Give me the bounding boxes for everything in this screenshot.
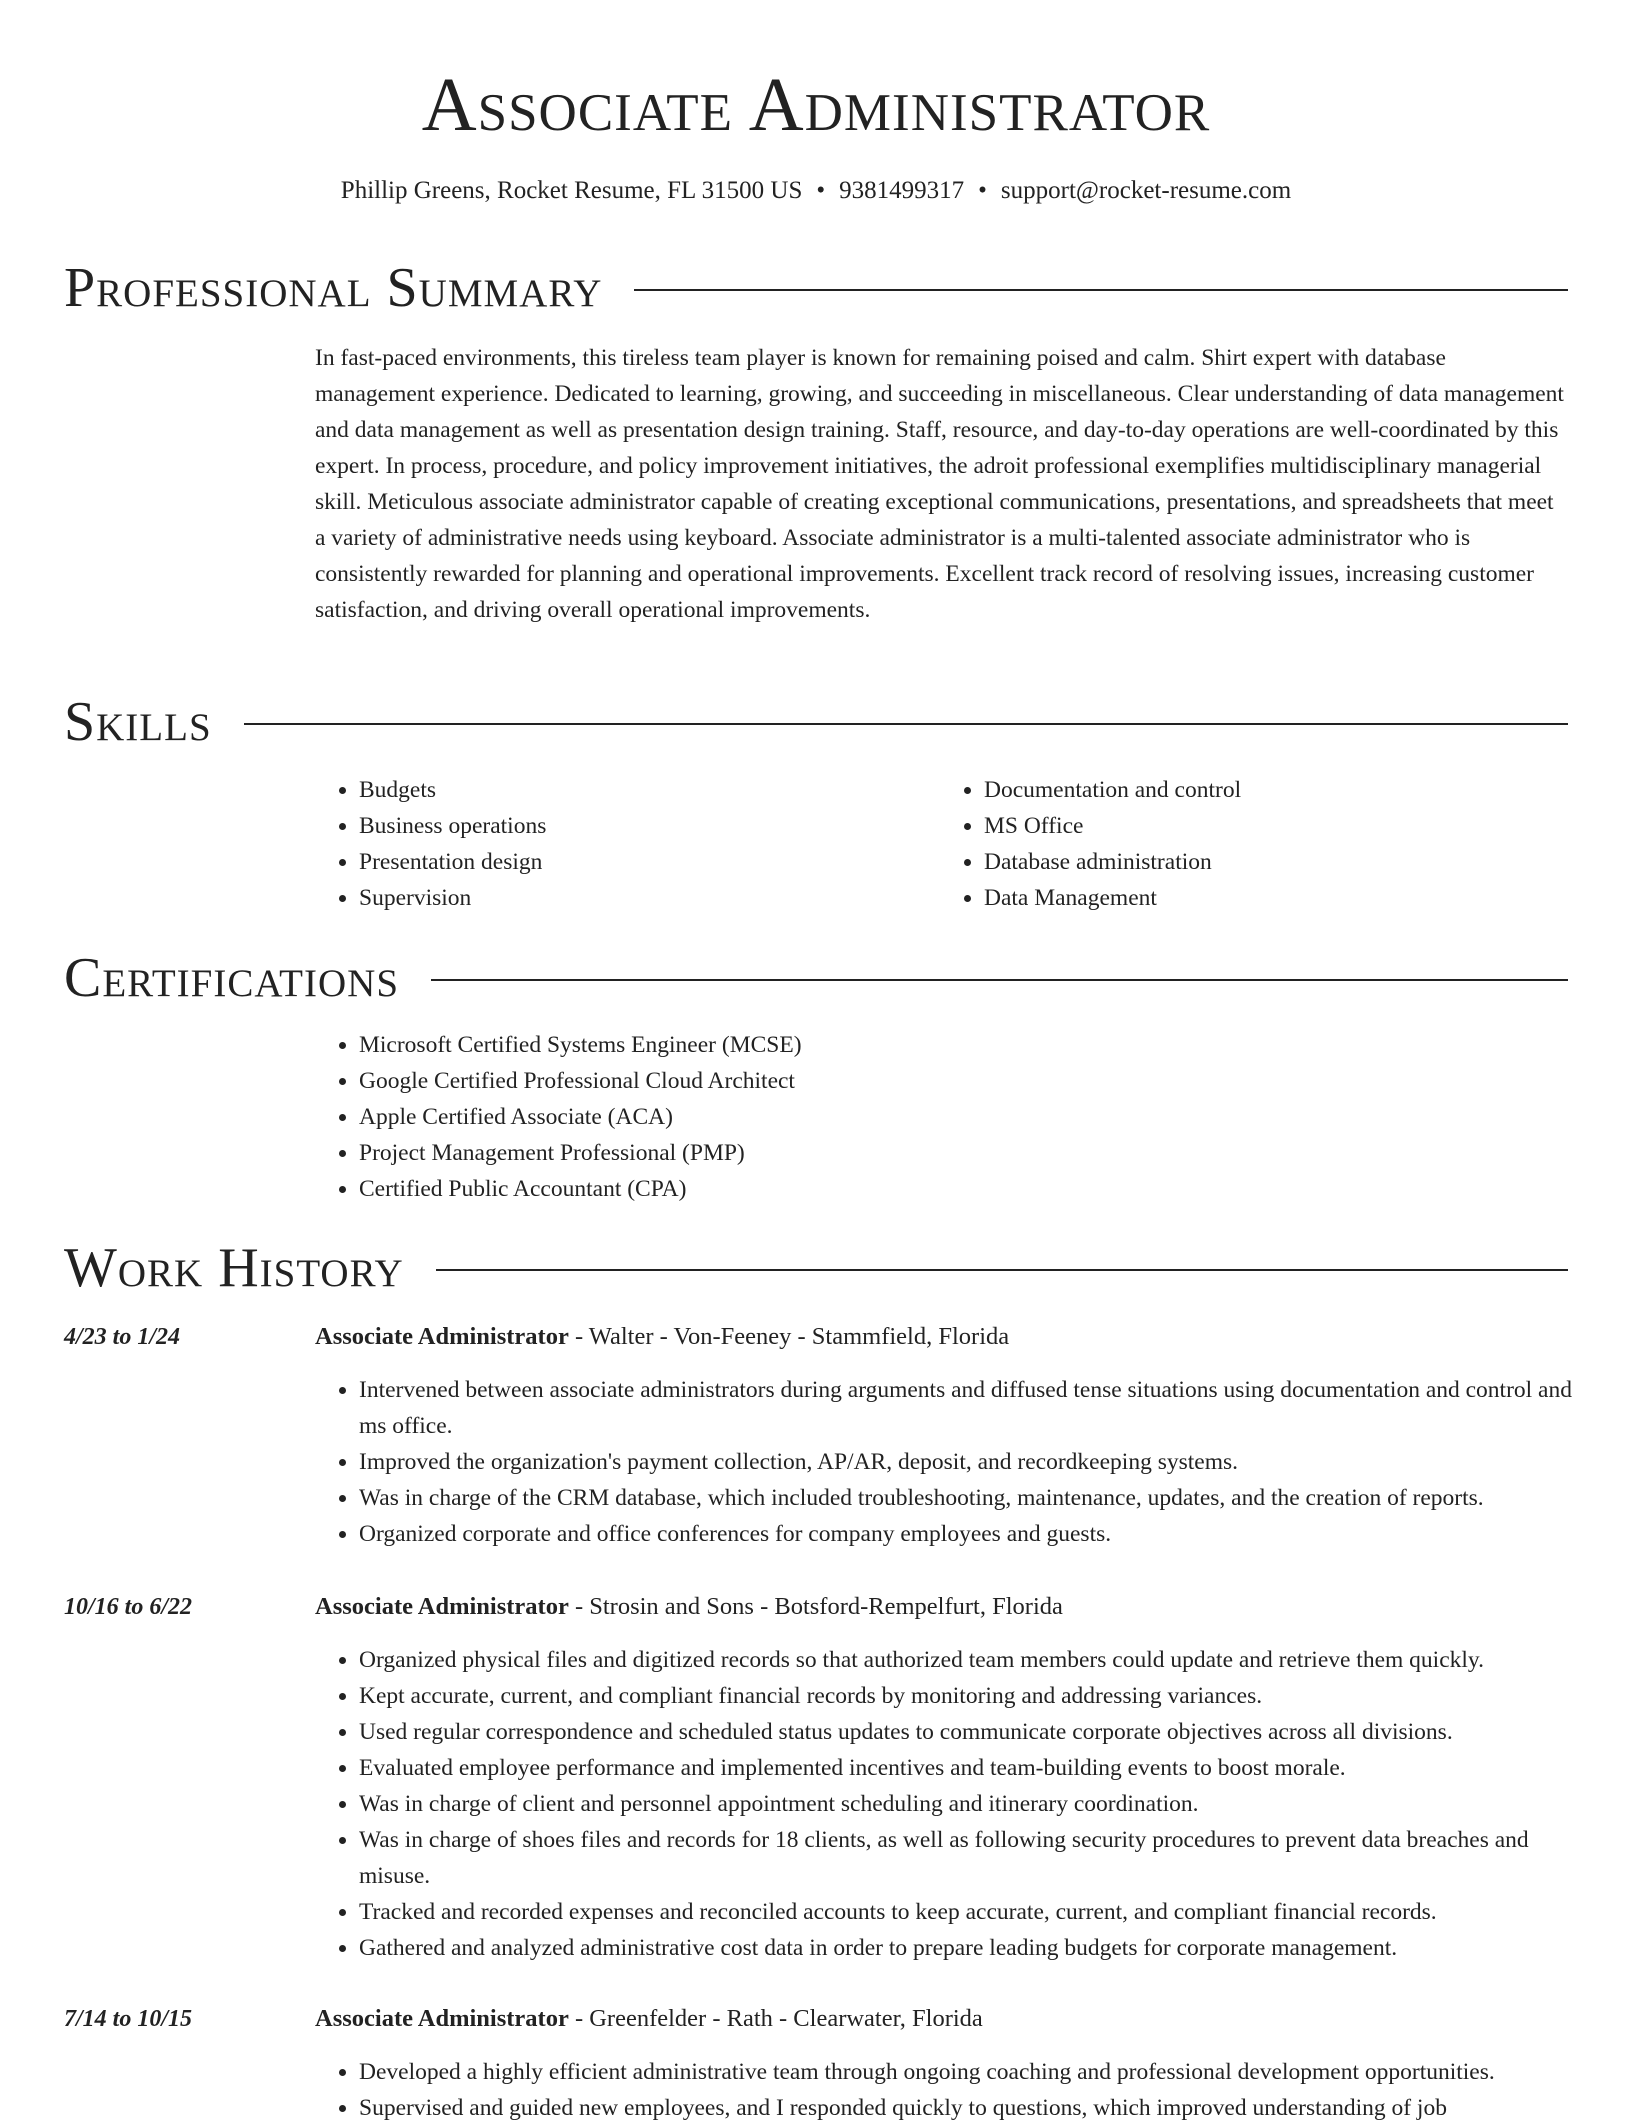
contact-separator: •	[978, 177, 987, 204]
job-bullet: • Intervened between associate administrators during arguments and diffused tense situations using documentation and control and ms office.	[359, 1372, 1589, 1444]
skill-item: • Business operations	[359, 808, 940, 844]
skills-section-header	[64, 690, 1568, 754]
skill-item: • Supervision	[359, 880, 940, 916]
job-bullet: • Used regular correspondence and scheduled status updates to communicate corporate objectives across all divisions.	[359, 1714, 1589, 1750]
job-bullet: • Was in charge of the CRM database, which included troubleshooting, maintenance, updates, and the creation of reports.	[359, 1480, 1589, 1516]
job-bullet: • Gathered and analyzed administrative cost data in order to prepare leading budgets for corporate management.	[359, 1930, 1589, 1966]
job-company: - Greenfelder - Rath - Clearwater, Florida	[568, 2005, 983, 2032]
skills-column-left	[315, 772, 940, 916]
job-company: - Walter - Von-Feeney - Stammfield, Florida	[568, 1323, 1010, 1350]
skill-item: • Database administration	[984, 844, 1565, 880]
job-bullet: • Developed a highly efficient administrative team through ongoing coaching and professional development opportunities.	[359, 2054, 1589, 2090]
job-bullet: • Evaluated employee performance and implemented incentives and team-building events to boost morale.	[359, 1750, 1589, 1786]
job-headline	[315, 1319, 1568, 1355]
skills-list	[315, 772, 1565, 916]
work-history-section-header	[64, 1236, 1568, 1300]
section-divider	[436, 1269, 1568, 1271]
job-bullets	[315, 2054, 1589, 2126]
skill-item: • Presentation design	[359, 844, 940, 880]
job-role: Associate Administrator	[315, 2005, 569, 2032]
certifications-list	[315, 1027, 1565, 1207]
summary-heading: Professional Summary	[64, 257, 603, 319]
skills-heading: Skills	[64, 691, 212, 753]
skills-column-right	[940, 772, 1565, 916]
job-bullet: • Was in charge of client and personnel appointment scheduling and itinerary coordination.	[359, 1786, 1589, 1822]
job-company: - Strosin and Sons - Botsford-Rempelfurt, Florida	[568, 1593, 1063, 1620]
skill-item: • Documentation and control	[984, 772, 1565, 808]
certification-item: • Certified Public Accountant (CPA)	[359, 1171, 1565, 1207]
work-history-heading: Work History	[64, 1237, 404, 1299]
certification-item: • Google Certified Professional Cloud Architect	[359, 1063, 1565, 1099]
job-role: Associate Administrator	[315, 1593, 569, 1620]
certification-item: • Microsoft Certified Systems Engineer (MCSE)	[359, 1027, 1565, 1063]
job-headline	[315, 1589, 1568, 1625]
contact-phone: 9381499317	[839, 177, 965, 204]
certification-item: • Apple Certified Associate (ACA)	[359, 1099, 1565, 1135]
job-bullet: • Organized corporate and office conferences for company employees and guests.	[359, 1516, 1589, 1552]
job-bullet: • Tracked and recorded expenses and reconciled accounts to keep accurate, current, and compliant financial records.	[359, 1894, 1589, 1930]
skill-item: • Budgets	[359, 772, 940, 808]
job-headline	[315, 2001, 1568, 2037]
job-dates: 4/23 to 1/24	[64, 1324, 181, 1350]
contact-separator: •	[816, 177, 826, 204]
job-dates: 10/16 to 6/22	[64, 1594, 193, 1620]
job-bullet: • Was in charge of shoes files and records for 18 clients, as well as following security procedures to prevent data breaches and misuse.	[359, 1822, 1589, 1894]
section-divider	[431, 979, 1568, 981]
job-bullets	[315, 1642, 1589, 1966]
job-role: Associate Administrator	[315, 1323, 569, 1350]
section-divider	[244, 723, 1568, 725]
job-bullet: • Improved the organization's payment collection, AP/AR, deposit, and recordkeeping systems.	[359, 1444, 1589, 1480]
job-dates: 7/14 to 10/15	[64, 2006, 193, 2032]
job-bullet: • Kept accurate, current, and compliant financial records by monitoring and addressing variances.	[359, 1678, 1589, 1714]
contact-email: support@rocket-resume.com	[1000, 177, 1292, 204]
job-bullet: • Organized physical files and digitized records so that authorized team members could update and retrieve them quickly.	[359, 1642, 1589, 1678]
resume-title: Associate Administrator	[421, 63, 1211, 147]
certification-item: • Project Management Professional (PMP)	[359, 1135, 1565, 1171]
summary-text: In fast-paced environments, this tireless team player is known for remaining poised and calm. Shirt expert with database management experience. Dedicated to learning, growing, and succeeding in miscellaneous. Clear understanding of data management and data management as well as presentation design training. Staff, resource, and day-to-day operations are well-coordinated by this expert. In process, procedure, and policy improvement initiatives, the adroit professional exemplifies multidisciplinary managerial skill. Meticulous associate administrator capable of creating exceptional communications, presentations, and spreadsheets that meet a variety of administrative needs using keyboard. Associate administrator is a multi-talented associate administrator who is consistently rewarded for planning and operational improvements. Excellent track record of resolving issues, increasing customer satisfaction, and driving overall operational improvements.	[315, 345, 1564, 623]
skill-item: • Data Management	[984, 880, 1565, 916]
certifications-heading: Certifications	[64, 947, 400, 1009]
summary-section-header	[64, 256, 1568, 320]
skill-item: • MS Office	[984, 808, 1565, 844]
section-divider	[634, 289, 1568, 291]
certifications-section-header	[64, 946, 1568, 1010]
job-bullets	[315, 1372, 1589, 1552]
contact-line	[0, 174, 1632, 208]
job-bullet: • Supervised and guided new employees, and I responded quickly to questions, which improved understanding of job	[359, 2090, 1589, 2126]
contact-address: Phillip Greens, Rocket Resume, FL 31500 US	[340, 177, 803, 204]
